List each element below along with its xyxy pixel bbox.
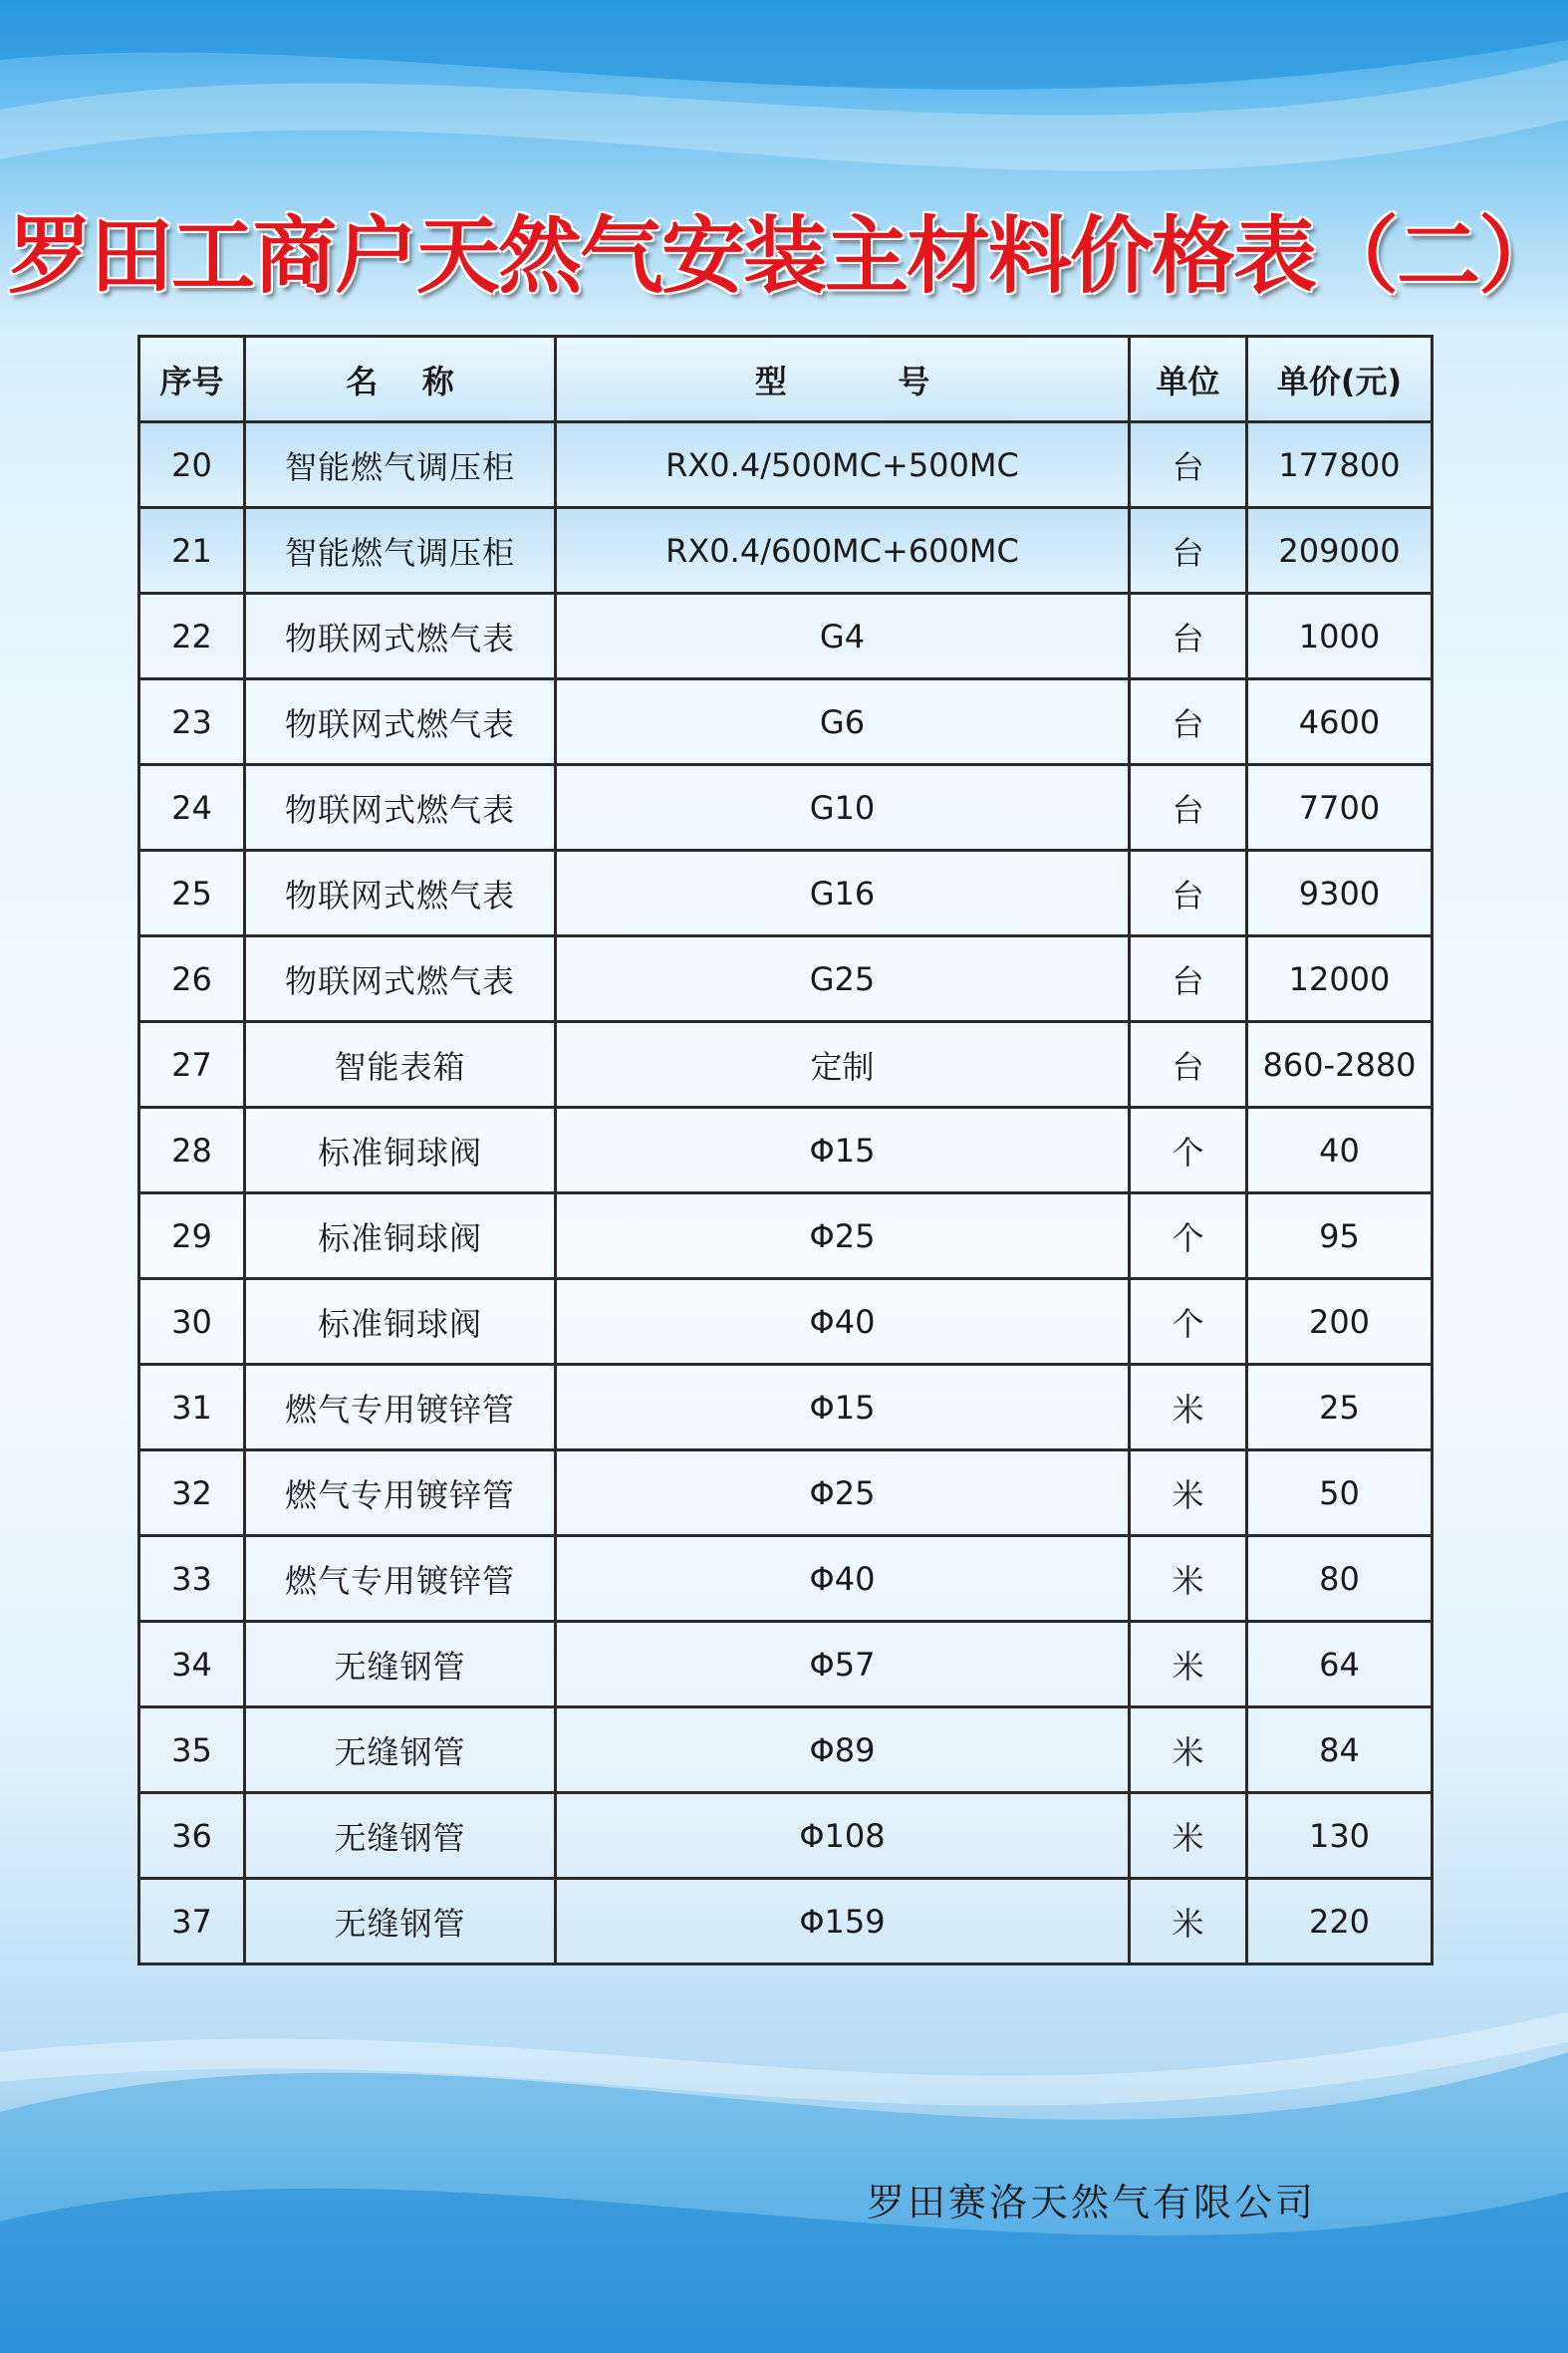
cell-model: Φ25 [556, 1450, 1130, 1536]
cell-no: 32 [139, 1450, 245, 1536]
cell-price: 7700 [1247, 765, 1433, 851]
cell-no: 37 [139, 1879, 245, 1964]
cell-price: 177800 [1247, 422, 1433, 508]
cell-unit: 台 [1130, 594, 1247, 679]
cell-price: 12000 [1247, 936, 1433, 1022]
table-row [139, 1622, 1433, 1707]
cell-name: 燃气专用镀锌管 [245, 1365, 556, 1450]
cell-price: 40 [1247, 1108, 1433, 1193]
cell-model: G6 [556, 679, 1130, 765]
table-row [139, 765, 1433, 851]
cell-no: 22 [139, 594, 245, 679]
cell-model: G16 [556, 851, 1130, 936]
cell-model: Φ15 [556, 1365, 1130, 1450]
table-row [139, 679, 1433, 765]
cell-unit: 米 [1130, 1365, 1247, 1450]
cell-no: 26 [139, 936, 245, 1022]
cell-unit: 台 [1130, 765, 1247, 851]
cell-model: Φ40 [556, 1279, 1130, 1365]
cell-no: 30 [139, 1279, 245, 1365]
cell-unit: 台 [1130, 851, 1247, 936]
table-row [139, 594, 1433, 679]
table-row [139, 1108, 1433, 1193]
table-row [139, 1450, 1433, 1536]
cell-name: 燃气专用镀锌管 [245, 1450, 556, 1536]
cell-no: 21 [139, 508, 245, 594]
table-body [139, 422, 1433, 1964]
cell-name: 标准铜球阀 [245, 1279, 556, 1365]
cell-unit: 米 [1130, 1793, 1247, 1879]
cell-no: 25 [139, 851, 245, 936]
cell-unit: 台 [1130, 508, 1247, 594]
table-row [139, 1536, 1433, 1622]
cell-model: RX0.4/500MC+500MC [556, 422, 1130, 508]
cell-unit: 个 [1130, 1193, 1247, 1279]
cell-model: Φ57 [556, 1622, 1130, 1707]
cell-model: Φ40 [556, 1536, 1130, 1622]
cell-no: 29 [139, 1193, 245, 1279]
cell-unit: 米 [1130, 1879, 1247, 1964]
cell-name: 无缝钢管 [245, 1707, 556, 1793]
cell-price: 25 [1247, 1365, 1433, 1450]
cell-price: 95 [1247, 1193, 1433, 1279]
cell-model: Φ25 [556, 1193, 1130, 1279]
table-row [139, 1879, 1433, 1964]
cell-price: 130 [1247, 1793, 1433, 1879]
cell-name: 物联网式燃气表 [245, 679, 556, 765]
cell-unit: 台 [1130, 679, 1247, 765]
cell-unit: 台 [1130, 422, 1247, 508]
header-name: 名 称 [245, 337, 556, 422]
cell-name: 标准铜球阀 [245, 1108, 556, 1193]
cell-price: 209000 [1247, 508, 1433, 594]
cell-price: 64 [1247, 1622, 1433, 1707]
price-table [137, 335, 1434, 1965]
cell-name: 物联网式燃气表 [245, 594, 556, 679]
cell-no: 20 [139, 422, 245, 508]
cell-price: 80 [1247, 1536, 1433, 1622]
cell-no: 33 [139, 1536, 245, 1622]
page-title: 罗田工商户天然气安装主材料价格表（二） [7, 206, 1560, 305]
cell-model: G25 [556, 936, 1130, 1022]
header-unit: 单位 [1130, 337, 1247, 422]
cell-model: RX0.4/600MC+600MC [556, 508, 1130, 594]
cell-name: 物联网式燃气表 [245, 936, 556, 1022]
cell-model: Φ159 [556, 1879, 1130, 1964]
cell-name: 物联网式燃气表 [245, 851, 556, 936]
cell-price: 860-2880 [1247, 1022, 1433, 1108]
table-row [139, 936, 1433, 1022]
cell-unit: 台 [1130, 936, 1247, 1022]
cell-price: 220 [1247, 1879, 1433, 1964]
cell-name: 无缝钢管 [245, 1879, 556, 1964]
header-no: 序号 [139, 337, 245, 422]
table-row [139, 1793, 1433, 1879]
cell-model: G10 [556, 765, 1130, 851]
cell-name: 无缝钢管 [245, 1622, 556, 1707]
cell-unit: 米 [1130, 1707, 1247, 1793]
cell-unit: 米 [1130, 1622, 1247, 1707]
table-row [139, 851, 1433, 936]
cell-no: 35 [139, 1707, 245, 1793]
cell-no: 27 [139, 1022, 245, 1108]
cell-name: 标准铜球阀 [245, 1193, 556, 1279]
cell-model: Φ15 [556, 1108, 1130, 1193]
table-row [139, 1022, 1433, 1108]
cell-name: 智能燃气调压柜 [245, 422, 556, 508]
cell-model: Φ108 [556, 1793, 1130, 1879]
header-model: 型 号 [556, 337, 1130, 422]
table-row [139, 1707, 1433, 1793]
cell-unit: 米 [1130, 1450, 1247, 1536]
cell-model: 定制 [556, 1022, 1130, 1108]
cell-name: 燃气专用镀锌管 [245, 1536, 556, 1622]
cell-unit: 台 [1130, 1022, 1247, 1108]
cell-no: 31 [139, 1365, 245, 1450]
table-row [139, 1365, 1433, 1450]
cell-no: 28 [139, 1108, 245, 1193]
table-row [139, 508, 1433, 594]
cell-unit: 米 [1130, 1536, 1247, 1622]
cell-no: 24 [139, 765, 245, 851]
header-price: 单价(元) [1247, 337, 1433, 422]
cell-name: 物联网式燃气表 [245, 765, 556, 851]
cell-price: 4600 [1247, 679, 1433, 765]
cell-price: 84 [1247, 1707, 1433, 1793]
table-row [139, 422, 1433, 508]
cell-name: 智能表箱 [245, 1022, 556, 1108]
cell-no: 23 [139, 679, 245, 765]
cell-price: 9300 [1247, 851, 1433, 936]
cell-name: 无缝钢管 [245, 1793, 556, 1879]
cell-model: G4 [556, 594, 1130, 679]
cell-unit: 个 [1130, 1279, 1247, 1365]
table-row [139, 1279, 1433, 1365]
cell-price: 200 [1247, 1279, 1433, 1365]
table-header-row [139, 337, 1433, 422]
cell-price: 50 [1247, 1450, 1433, 1536]
cell-price: 1000 [1247, 594, 1433, 679]
table-row [139, 1193, 1433, 1279]
cell-model: Φ89 [556, 1707, 1130, 1793]
company-name: 罗田赛洛天然气有限公司 [867, 2181, 1317, 2224]
cell-name: 智能燃气调压柜 [245, 508, 556, 594]
cell-no: 34 [139, 1622, 245, 1707]
cell-no: 36 [139, 1793, 245, 1879]
cell-unit: 个 [1130, 1108, 1247, 1193]
